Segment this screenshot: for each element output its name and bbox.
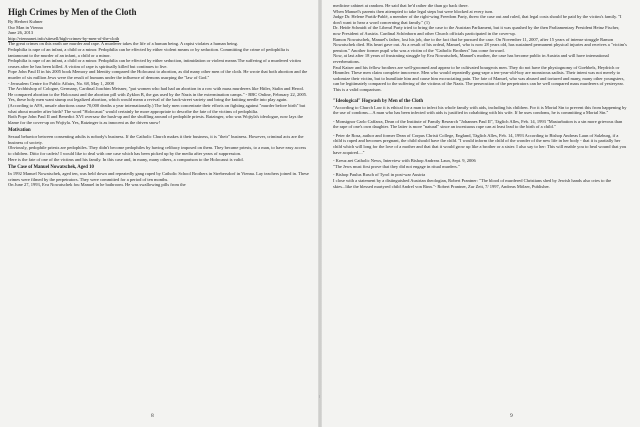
quote-paragraph: - Peter de Rosa, author and former Dean of Corpus Christi College, England, Täglich Alles, Feb. 14, 1993 According to Bishop Andreas Laun of Salzburg, if a child is raped and becomes pregnant, the child should have the child. "I would inform the child of the wonder of the new life in her body - that it is partially her child which will long for the love of a mother and that that it would grow up like a brother or a sister. I also say to her: This will enable you to heal wound that you have acquired...."	[333, 132, 627, 155]
spacer	[333, 93, 628, 96]
body-paragraph: Ramon Nowatschek, Manuel's father, lost his job, due to the fact that he pursued the case. On November 11, 2007, after 15 years of intense struggle Ramon Nowatschek died. His heart gave out. As a result of his ordeal, Manuel, who is now 28 years old, has sustained permanent physical injuries and receives a "victim's pension." Another former pupil who was a victim of the "Catholic Brothers" has come forward.	[333, 36, 627, 53]
body-paragraph: The Archbishop of Cologne, Germany, Cardinal Joachim Meisner, "put women who had had an abortion in a row with mass murderers like Hitler, Stalin and Herod. He compared abortion to the Holocaust and the abortion pill with Zyklon B, the gas used by the Nazis in the extermination camps." - BBC Online, February 22, 2005.	[8, 86, 308, 97]
body-paragraph: Sexual behavior between consenting adults is nobody's business. If the Catholic Church makes it their business, it is "their" business. However, criminal acts are the business of society.	[8, 134, 304, 145]
body-paragraph: Here is the fate of one of the victims and his family. In this case and, in many, many others, a comparison to the Holocaust is valid.	[8, 156, 244, 162]
section-heading-ideological: "Ideological" Hogwash by Men of the Cloth	[333, 98, 424, 104]
body-paragraph: Both Pope John Paul II and Benedict XVI oversaw the hush-up and the shuffling around of pedophile priests. Ratzinger, who was Wojtyla's ideologue, now lays the blame for the cover-up on Wojtyla. Yes, Ratzinger is as innocent as the driven snow!	[8, 114, 304, 125]
quote-paragraph: I close with a statement by a distinguished Austrian theologian, Robert Prantner: "The blood of murdered Christians shed by Jewish hands also cries to the skies...like the blessed martyred child Andrel von Rinn."- Robert Prantner, Zur Zeit, 7/ 1997, Andreas Mölzer, Publisher.	[333, 178, 612, 189]
body-paragraph: Pedophilia is rape of an infant, a child or a minor. Pedophilia can be effected by either violent means or by seduction. Committing the crime of pedophilia is tantamount to the murder of an infant, a child or a minor.	[8, 46, 290, 58]
quote-paragraph: "According to Church Law it is ethical for a man to infect his whole family with aids, including his children. For it is Mortal Sin to prevent this from happening by the use of condoms....A man who has been infected with aids is justified in cohabiting with his wife. If he uses condoms, he is committing a Mortal Sin."	[333, 104, 627, 116]
center-tick	[319, 395, 320, 398]
source-link[interactable]: http://viennanet.info/sitesell/high-crimes-by-men-of-the-cloth	[8, 35, 120, 41]
left-page	[0, 0, 319, 427]
body-paragraph: Obviously, pedophile priests are pedophiles. They didn't become pedophiles by having celibacy imposed on them. They became priests, to a man, to have easy access to children. Ditto for cadets! I would like to deal with one case which has been picked up by the media after years of suppression.	[8, 145, 307, 157]
body-paragraph: Paul Kaiser and his fellow brothers are well-groomed and appear to be cultivated bourgeois men. They do not have the physiognomy of Goebbels, Heydrich or Himmler. These men claim complete innocence. Men who would repeatedly gang-rape a ten-year-old-boy are monstrous sadists. Their intent was not merely to sodomize their victim, but to humiliate him and cause him excruciating pain. The fate of Manuel, who was abused and tortured and many, many other youngsters, can be legitimately compared to the suffering of the victims of the Nazis. The persecution of the perpetrators can be well compared mass murderers of yesteryear. This is a valid comparison.	[333, 64, 625, 92]
publication-date: June 26, 2013	[8, 30, 34, 36]
body-paragraph: Yes, these holy men want stump out legalized abortion, which would mean a revival of the back-street variety and bring the knitting needle into play again. (According to AFA, unsafe abortions cause 70,000 deaths a year internationally.) The holy men concentrate their efforts on fighting against "murder before birth" but what about murder after birth? The word "Holocaust" would certainly be more appropriate to describe the fate of the victims of pedophilia.	[8, 97, 306, 114]
body-paragraph: Dr. Heide Schmidt of the Liberal Party tried to bring the case to the Austrian Parliament, but it was quashed by the then Parliamentary President Heinz Fischer, now President of Austria. Cardinal Schönborn and other Church officials participated in the cover-up.	[333, 25, 620, 36]
body-paragraph: Pedophilia is rape of an infant, a child or a minor. Pedophilia can be effected by either seduction, intimidation or violent means The suffering of a murdered victim ceases after he has been killed. A victim of rape is spiritually killed but continues to live.	[8, 58, 301, 69]
byline: By Herbert Kuhner	[8, 19, 43, 24]
citation: - Kreuz.net Catholic News, Interview with Bishop Andreas Laun, Sept. 9, 2006	[333, 158, 476, 164]
page-number-right: 9	[510, 413, 513, 419]
body-paragraph: Judge Dr. Helene Partik-Pablé, a member of the right-wing Freedom Party, threw the case out and ruled, that legal costs should be paid by the victim's family. "I don't want to hear a word concerning that family." (1)	[333, 14, 622, 25]
body-paragraph: Now, at last after 18 years of frustrating struggle by Eva Nowatschek, Manuel's mother, the case has become public in Austria and will have international reverberations.	[333, 53, 609, 64]
quote-paragraph: "The Jews must first prove that they did not engage in ritual murders."	[333, 163, 460, 169]
section-heading-case: The Case of Manuel Nowatschek, Aged 10	[8, 165, 94, 171]
publication-name: Our Man in Vienna	[8, 24, 43, 30]
right-page	[321, 0, 640, 427]
body-paragraph: The great crimes on this earth are murder and rape. A murderer takes the life of a human being. A rapist violates a human being.	[8, 41, 239, 47]
body-paragraph: When Manuel's parents then attempted to take legal steps but were blocked at every turn.	[333, 8, 494, 14]
body-paragraph: medicine cabinet at random. He said that he'd rather die than go back there.	[333, 3, 469, 8]
section-heading-motivation: Motivation	[8, 128, 31, 134]
body-paragraph: On June 27, 1993, Eva Nowatschek fou Manuel in he bathroom. He was swallowing pills from the	[8, 182, 186, 188]
article-title: High Crimes by Men of the Cloth	[8, 7, 137, 17]
quote-paragraph: - Monsignor Carlo Caffarra, Dean of the Institute of Family Research "Johannes Paul II", Täglich Alles, Feb. 14, 1993 "Masturbation is a sin more grievous than the rape of one's own daughter. The latter is more "natural" since an incestuous rape can at least lead to the birth of a child."	[333, 118, 623, 130]
page-number-left: 8	[151, 413, 154, 419]
citation: - Bishop Paulus Rusch of Tyrol in post-war Austria	[333, 172, 426, 178]
body-paragraph: Pope John Paul II in his 2005 book Memory and Identity compared the Holocaust to abortion, as did many other men of the cloth. He wrote that both abortion and the murder of six million Jews were the result of humans under the influence of demons usurping the "law of God."	[8, 69, 308, 80]
body-paragraph: In 1992 Manuel Nowatschek, aged ten, was held down and repeatedly gang raped by Catholic School Brothers in Strebersdorf in Vienna. Lay teachers joined in. These crimes were filmed by the perpetrators. They were committed for a period of ten months.	[8, 171, 309, 182]
citation: - Jerusalem Centre for Public Affairs, No. 68, May 1, 2008	[8, 80, 114, 86]
